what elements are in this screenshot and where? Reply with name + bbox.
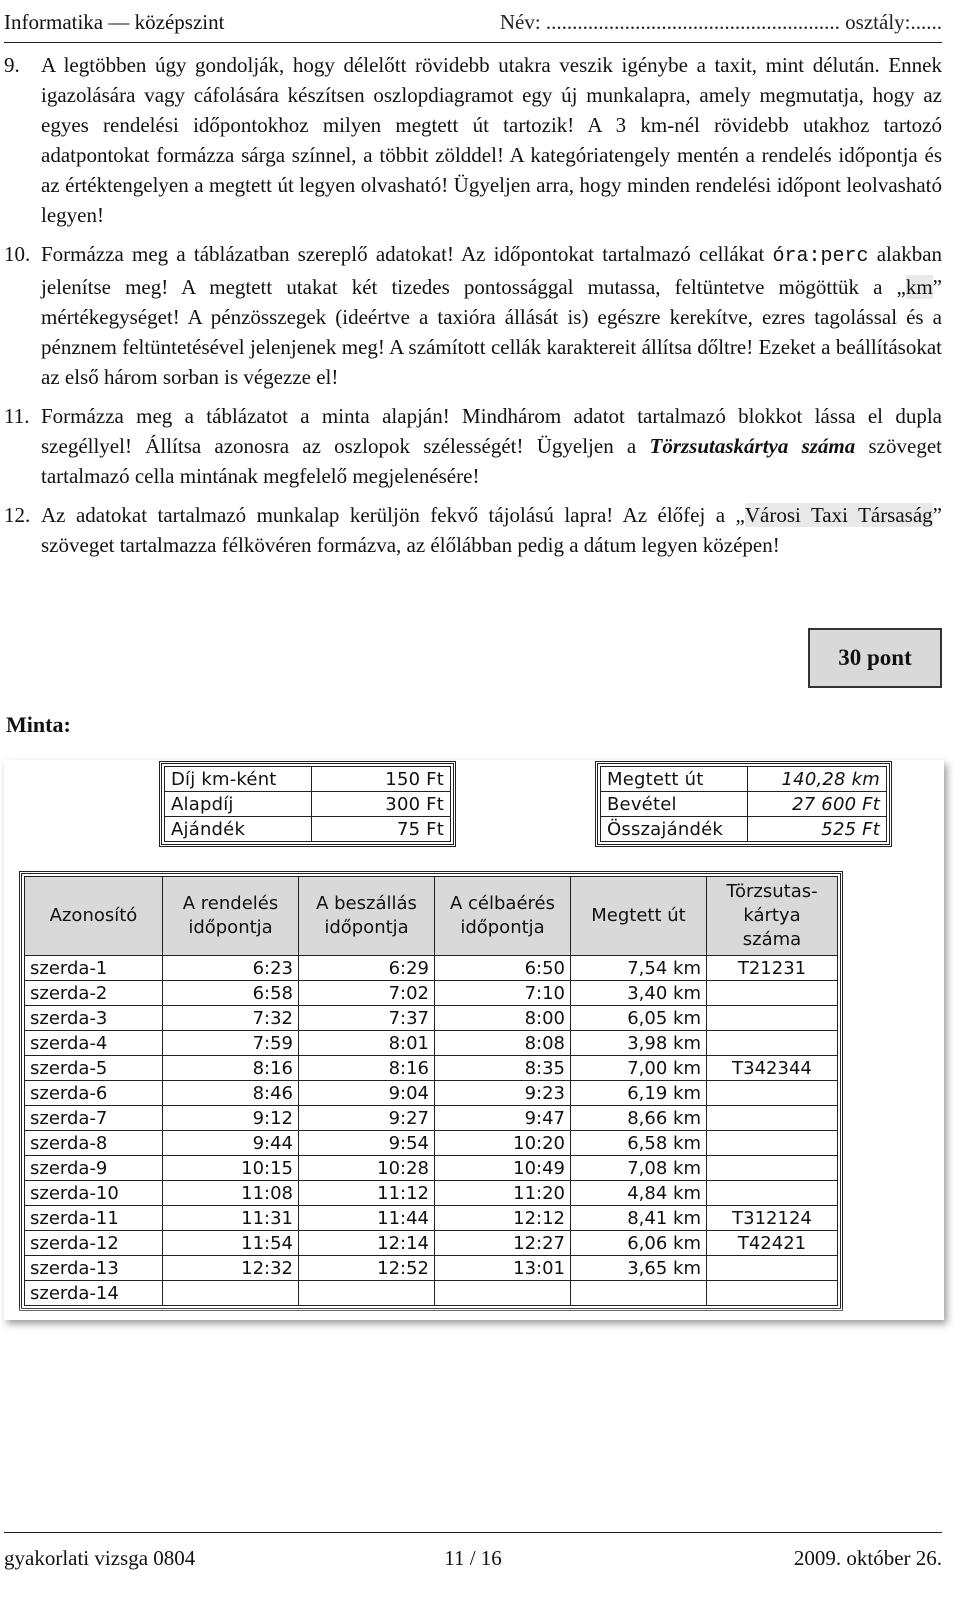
task-text <box>41 239 942 392</box>
col-header-card-number: Törzsutas- kártya száma <box>707 877 838 956</box>
cell-order-time: 8:46 <box>163 1081 299 1106</box>
footer-page-number: 11 / 16 <box>444 1545 502 1570</box>
cell-distance: 6,19 km <box>571 1081 707 1106</box>
cell-arrival-time <box>435 1281 571 1306</box>
cell-order-time: 10:15 <box>163 1156 299 1181</box>
cell-order-time: 9:44 <box>163 1131 299 1156</box>
cell-arrival-time: 8:08 <box>435 1031 571 1056</box>
cell-card-number: T342344 <box>707 1056 838 1081</box>
col-header-order-time: A rendelés időpontja <box>163 877 299 956</box>
block-value: 75 Ft <box>312 817 451 842</box>
table-row <box>25 1156 838 1181</box>
page-footer <box>4 1543 942 1573</box>
cell-boarding-time: 11:12 <box>299 1181 435 1206</box>
cell-arrival-time: 9:47 <box>435 1106 571 1131</box>
sample-spreadsheet <box>4 760 944 1320</box>
cell-distance: 8,66 km <box>571 1106 707 1131</box>
block-row <box>601 792 887 817</box>
cell-id: szerda-4 <box>25 1031 163 1056</box>
cell-card-number <box>707 1256 838 1281</box>
cell-distance: 4,84 km <box>571 1181 707 1206</box>
table-row <box>25 956 838 981</box>
block-row <box>165 817 451 842</box>
cell-distance <box>571 1281 707 1306</box>
cell-boarding-time: 6:29 <box>299 956 435 981</box>
col-header-id: Azonosító <box>25 877 163 956</box>
cell-boarding-time: 8:16 <box>299 1056 435 1081</box>
cell-boarding-time: 9:27 <box>299 1106 435 1131</box>
cell-card-number <box>707 981 838 1006</box>
task-11 <box>4 401 942 491</box>
cell-boarding-time: 7:37 <box>299 1006 435 1031</box>
col-header-arrival-time: A célbaérés időpontja <box>435 877 571 956</box>
cell-order-time: 6:58 <box>163 981 299 1006</box>
task-number: 12. <box>4 503 31 527</box>
block-value: 140,28 km <box>748 767 887 792</box>
table-row <box>25 1106 838 1131</box>
cell-arrival-time: 13:01 <box>435 1256 571 1281</box>
cell-id: szerda-6 <box>25 1081 163 1106</box>
block-row <box>165 767 451 792</box>
block-row <box>601 817 887 842</box>
cell-boarding-time: 10:28 <box>299 1156 435 1181</box>
block-label: Díj km-ként <box>165 767 312 792</box>
task-text-part: Az adatokat tartalmazó munkalap kerüljön fekvő tájolású lapra! Az élőfej a „ <box>41 503 745 527</box>
unit-highlight: km <box>905 275 933 299</box>
cell-id: szerda-5 <box>25 1056 163 1081</box>
points-box: 30 pont <box>808 628 942 688</box>
cell-boarding-time: 12:52 <box>299 1256 435 1281</box>
cell-id: szerda-12 <box>25 1231 163 1256</box>
summary-block <box>600 766 887 842</box>
cell-card-number <box>707 1131 838 1156</box>
footer-exam: gyakorlati vizsga 0804 <box>4 1545 196 1570</box>
cell-id: szerda-2 <box>25 981 163 1006</box>
cell-id: szerda-8 <box>25 1131 163 1156</box>
col-header-distance: Megtett út <box>571 877 707 956</box>
block-row <box>601 767 887 792</box>
cell-card-number <box>707 1106 838 1131</box>
cell-boarding-time <box>299 1281 435 1306</box>
cell-boarding-time: 11:44 <box>299 1206 435 1231</box>
cell-order-time: 12:32 <box>163 1256 299 1281</box>
cell-distance: 3,98 km <box>571 1031 707 1056</box>
cell-card-number <box>707 1156 838 1181</box>
table-row <box>25 1131 838 1156</box>
cell-id: szerda-7 <box>25 1106 163 1131</box>
task-text-part: szöveget tartalmazó cella mintának megfelelő megjelenésére! <box>41 434 942 488</box>
page-header <box>4 4 942 40</box>
cell-arrival-time: 12:27 <box>435 1231 571 1256</box>
table-row <box>25 1256 838 1281</box>
cell-arrival-time: 8:35 <box>435 1056 571 1081</box>
emphasis-text: Törzsutaskártya száma <box>649 434 856 458</box>
block-label: Bevétel <box>601 792 748 817</box>
table-row <box>25 1031 838 1056</box>
table-row <box>25 1181 838 1206</box>
cell-boarding-time: 7:02 <box>299 981 435 1006</box>
cell-boarding-time: 9:54 <box>299 1131 435 1156</box>
cell-arrival-time: 9:23 <box>435 1081 571 1106</box>
fee-block <box>164 766 451 842</box>
header-divider <box>4 42 942 43</box>
cell-id: szerda-11 <box>25 1206 163 1231</box>
cell-card-number <box>707 1081 838 1106</box>
block-value: 525 Ft <box>748 817 887 842</box>
table-row <box>25 1006 838 1031</box>
cell-arrival-time: 7:10 <box>435 981 571 1006</box>
task-number: 10. <box>4 242 31 266</box>
col-header-boarding-time: A beszállás időpontja <box>299 877 435 956</box>
task-text-part: ” szöveget tartalmazza félkövéren formázva, az élőlábban pedig a dátum legyen középen! <box>41 503 942 557</box>
cell-order-time: 11:54 <box>163 1231 299 1256</box>
cell-order-time: 9:12 <box>163 1106 299 1131</box>
block-label: Összajándék <box>601 817 748 842</box>
cell-arrival-time: 12:12 <box>435 1206 571 1231</box>
cell-id: szerda-14 <box>25 1281 163 1306</box>
format-code: óra:perc <box>772 245 869 268</box>
cell-order-time: 11:08 <box>163 1181 299 1206</box>
task-9 <box>4 50 942 230</box>
table-row <box>25 981 838 1006</box>
cell-distance: 6,05 km <box>571 1006 707 1031</box>
cell-order-time: 6:23 <box>163 956 299 981</box>
task-text-part: Formázza meg a táblázatot a minta alapján! Mindhárom adatot tartalmazó blokkot lássa el dupla szegéllyel! Állítsa azonosra az oszlopok szélességét! Ügyeljen a <box>41 404 942 458</box>
cell-boarding-time: 9:04 <box>299 1081 435 1106</box>
cell-card-number <box>707 1031 838 1056</box>
task-text-part: ” mértékegységet! A pénzösszegek (ideértve a taxióra állását is) egészre kerekítve, ezres tagolással és a pénznem feltüntetésével jelenjenek meg! A számított cellák karaktereit állítsa dőltre! Ezeket a beállításokat az első három sorban is végezze el! <box>41 275 942 389</box>
task-12 <box>4 500 942 560</box>
cell-id: szerda-10 <box>25 1181 163 1206</box>
cell-boarding-time: 12:14 <box>299 1231 435 1256</box>
block-value: 150 Ft <box>312 767 451 792</box>
cell-card-number <box>707 1181 838 1206</box>
header-name-class: Név: ........................................................ osztály:...... <box>499 9 942 34</box>
cell-distance: 7,08 km <box>571 1156 707 1181</box>
cell-boarding-time: 8:01 <box>299 1031 435 1056</box>
cell-card-number: T42421 <box>707 1231 838 1256</box>
company-highlight: Városi Taxi Társaság <box>744 503 933 527</box>
footer-divider <box>4 1532 942 1533</box>
task-list <box>4 50 942 569</box>
task-text-part: alakban jelenítse meg! A megtett utakat két tizedes pontossággal mutassa, feltüntetve mögöttük a „ <box>41 242 943 299</box>
cell-distance: 3,65 km <box>571 1256 707 1281</box>
task-text <box>41 500 942 560</box>
task-text: A legtöbben úgy gondolják, hogy délelőtt rövidebb utakra veszik igénybe a taxit, mint délután. Ennek igazolására vagy cáfolására készítsen oszlopdiagramot egy új munkalapra, amely megmutatja, hogy az egyes rendelési időpontokhoz milyen megtett út tartozik! A 3 km-nél rövidebb utakhoz tartozó adatpontokat formázza sárga színnel, a többit zölddel! A kategóriatengely mentén a rendelés időpontja és az értéktengelyen a megtett út legyen olvasható! Ügyeljen arra, hogy minden rendelési időpont leolvasható legyen! <box>41 53 942 227</box>
block-label: Alapdíj <box>165 792 312 817</box>
table-row <box>25 1231 838 1256</box>
block-value: 27 600 Ft <box>748 792 887 817</box>
footer-date: 2009. október 26. <box>793 1545 943 1570</box>
cell-distance: 7,00 km <box>571 1056 707 1081</box>
cell-arrival-time: 10:20 <box>435 1131 571 1156</box>
block-row <box>165 792 451 817</box>
trips-table <box>24 876 838 1306</box>
cell-distance: 3,40 km <box>571 981 707 1006</box>
cell-order-time: 11:31 <box>163 1206 299 1231</box>
cell-order-time: 7:32 <box>163 1006 299 1031</box>
sample-label: Minta: <box>6 712 71 737</box>
cell-card-number <box>707 1006 838 1031</box>
cell-order-time: 7:59 <box>163 1031 299 1056</box>
table-header-row <box>25 877 838 956</box>
table-row <box>25 1056 838 1081</box>
cell-distance: 7,54 km <box>571 956 707 981</box>
table-row <box>25 1081 838 1106</box>
cell-order-time <box>163 1281 299 1306</box>
cell-id: szerda-13 <box>25 1256 163 1281</box>
block-label: Ajándék <box>165 817 312 842</box>
table-row <box>25 1206 838 1231</box>
task-number: 11. <box>4 404 30 428</box>
cell-arrival-time: 8:00 <box>435 1006 571 1031</box>
cell-arrival-time: 6:50 <box>435 956 571 981</box>
task-text-part: Formázza meg a táblázatban szereplő adatokat! Az időpontokat tartalmazó cellákat <box>41 242 765 266</box>
block-value: 300 Ft <box>312 792 451 817</box>
cell-id: szerda-3 <box>25 1006 163 1031</box>
cell-order-time: 8:16 <box>163 1056 299 1081</box>
header-subject: Informatika — középszint <box>4 9 225 34</box>
table-row <box>25 1281 838 1306</box>
cell-card-number: T21231 <box>707 956 838 981</box>
cell-id: szerda-9 <box>25 1156 163 1181</box>
cell-distance: 6,58 km <box>571 1131 707 1156</box>
cell-distance: 8,41 km <box>571 1206 707 1231</box>
cell-distance: 6,06 km <box>571 1231 707 1256</box>
block-label: Megtett út <box>601 767 748 792</box>
task-10 <box>4 239 942 392</box>
cell-card-number <box>707 1281 838 1306</box>
cell-arrival-time: 10:49 <box>435 1156 571 1181</box>
cell-arrival-time: 11:20 <box>435 1181 571 1206</box>
cell-card-number: T312124 <box>707 1206 838 1231</box>
cell-id: szerda-1 <box>25 956 163 981</box>
task-text <box>41 401 942 491</box>
task-number: 9. <box>4 53 20 77</box>
